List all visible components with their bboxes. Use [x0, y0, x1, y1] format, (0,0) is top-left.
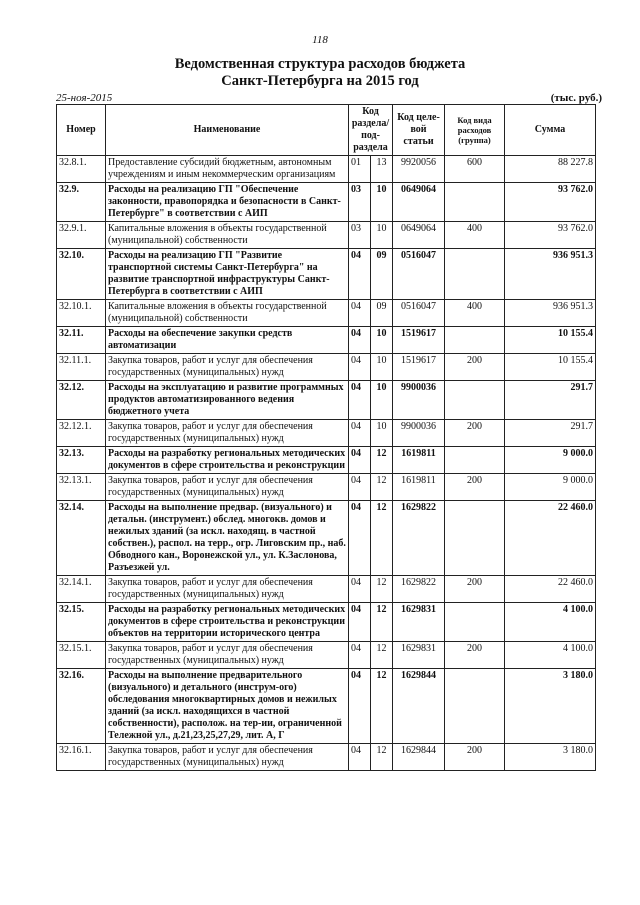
- row-subsection: 12: [371, 669, 393, 744]
- row-number: 32.11.1.: [57, 354, 106, 381]
- row-name: Закупка товаров, работ и услуг для обеспечения государственных (муниципальных) нужд: [106, 354, 349, 381]
- row-expense-type: 400: [445, 222, 505, 249]
- row-section: 04: [349, 576, 371, 603]
- row-target: 0649064: [393, 183, 445, 222]
- document-title: [0, 56, 640, 90]
- row-target: 1629844: [393, 669, 445, 744]
- table-row: [57, 420, 596, 447]
- row-subsection: 12: [371, 447, 393, 474]
- row-section: 03: [349, 222, 371, 249]
- row-number: 32.14.1.: [57, 576, 106, 603]
- row-subsection: 12: [371, 576, 393, 603]
- row-section: 04: [349, 300, 371, 327]
- row-name: Капитальные вложения в объекты государственной (муниципальной) собственности: [106, 222, 349, 249]
- row-expense-type: 200: [445, 420, 505, 447]
- row-amount: 22 460.0: [505, 576, 596, 603]
- row-section: 04: [349, 603, 371, 642]
- row-target: 9920056: [393, 156, 445, 183]
- row-number: 32.13.1.: [57, 474, 106, 501]
- row-name: Расходы на разработку региональных методических документов в сфере строительства и реконструкции объектов на территории исторического центра: [106, 603, 349, 642]
- row-target: 0516047: [393, 300, 445, 327]
- row-target: 0649064: [393, 222, 445, 249]
- row-amount: 9 000.0: [505, 474, 596, 501]
- table-header-row: [57, 105, 596, 156]
- row-expense-type: 200: [445, 354, 505, 381]
- row-section: 04: [349, 249, 371, 300]
- row-amount: 9 000.0: [505, 447, 596, 474]
- row-target: 1619811: [393, 474, 445, 501]
- row-number: 32.12.: [57, 381, 106, 420]
- row-amount: 4 100.0: [505, 642, 596, 669]
- table-row: [57, 447, 596, 474]
- row-expense-type: [445, 447, 505, 474]
- row-amount: 93 762.0: [505, 222, 596, 249]
- row-section: 01: [349, 156, 371, 183]
- row-expense-type: 200: [445, 576, 505, 603]
- row-name: Расходы на реализацию ГП "Развитие транспортной системы Санкт-Петербурга" на развитие транспортной инфраструктуры Санкт-Петербурга в соответствии с АИП: [106, 249, 349, 300]
- row-name: Закупка товаров, работ и услуг для обеспечения государственных (муниципальных) нужд: [106, 642, 349, 669]
- row-target: 9900036: [393, 420, 445, 447]
- table-row: [57, 354, 596, 381]
- row-section: 04: [349, 381, 371, 420]
- row-number: 32.16.: [57, 669, 106, 744]
- row-amount: 22 460.0: [505, 501, 596, 576]
- table-row: [57, 156, 596, 183]
- header-expense-type: Код вида расходов (группа): [445, 105, 505, 156]
- row-amount: 3 180.0: [505, 669, 596, 744]
- row-target: 1629831: [393, 603, 445, 642]
- row-target: 1519617: [393, 327, 445, 354]
- row-number: 32.11.: [57, 327, 106, 354]
- row-number: 32.8.1.: [57, 156, 106, 183]
- row-name: Закупка товаров, работ и услуг для обеспечения государственных (муниципальных) нужд: [106, 420, 349, 447]
- row-name: Предоставление субсидий бюджетным, автономным учреждениям и иным некоммерческим организациям: [106, 156, 349, 183]
- row-section: 04: [349, 327, 371, 354]
- table-row: [57, 474, 596, 501]
- row-expense-type: 200: [445, 474, 505, 501]
- row-expense-type: [445, 327, 505, 354]
- table-row: [57, 669, 596, 744]
- row-subsection: 12: [371, 642, 393, 669]
- row-number: 32.9.: [57, 183, 106, 222]
- row-amount: 936 951.3: [505, 249, 596, 300]
- row-section: 04: [349, 669, 371, 744]
- row-expense-type: [445, 183, 505, 222]
- row-amount: 93 762.0: [505, 183, 596, 222]
- table-row: [57, 501, 596, 576]
- row-target: 9900036: [393, 381, 445, 420]
- row-subsection: 10: [371, 222, 393, 249]
- row-section: 03: [349, 183, 371, 222]
- table-row: [57, 744, 596, 771]
- row-name: Капитальные вложения в объекты государственной (муниципальной) собственности: [106, 300, 349, 327]
- row-amount: 10 155.4: [505, 354, 596, 381]
- row-name: Расходы на разработку региональных методических документов в сфере строительства и реконструкции: [106, 447, 349, 474]
- row-amount: 291.7: [505, 381, 596, 420]
- row-expense-type: 200: [445, 744, 505, 771]
- table-row: [57, 381, 596, 420]
- header-amount: Сумма: [505, 105, 596, 156]
- row-section: 04: [349, 420, 371, 447]
- row-subsection: 12: [371, 603, 393, 642]
- title-line-1: Ведомственная структура расходов бюджета: [174, 56, 466, 72]
- units-label: (тыс. руб.): [550, 92, 602, 104]
- row-name: Закупка товаров, работ и услуг для обеспечения государственных (муниципальных) нужд: [106, 744, 349, 771]
- row-amount: 936 951.3: [505, 300, 596, 327]
- row-number: 32.15.1.: [57, 642, 106, 669]
- row-amount: 3 180.0: [505, 744, 596, 771]
- page-number: 118: [312, 34, 328, 46]
- table-row: [57, 183, 596, 222]
- row-expense-type: [445, 249, 505, 300]
- row-amount: 291.7: [505, 420, 596, 447]
- row-subsection: 12: [371, 501, 393, 576]
- row-section: 04: [349, 354, 371, 381]
- row-section: 04: [349, 447, 371, 474]
- row-target: 1519617: [393, 354, 445, 381]
- row-section: 04: [349, 474, 371, 501]
- row-expense-type: [445, 381, 505, 420]
- row-subsection: 13: [371, 156, 393, 183]
- row-number: 32.15.: [57, 603, 106, 642]
- row-expense-type: 400: [445, 300, 505, 327]
- row-amount: 10 155.4: [505, 327, 596, 354]
- table-row: [57, 249, 596, 300]
- row-target: 1629831: [393, 642, 445, 669]
- table-row: [57, 300, 596, 327]
- row-expense-type: [445, 501, 505, 576]
- row-target: 0516047: [393, 249, 445, 300]
- row-name: Расходы на обеспечение закупки средств автоматизации: [106, 327, 349, 354]
- table-row: [57, 576, 596, 603]
- row-number: 32.9.1.: [57, 222, 106, 249]
- row-target: 1629822: [393, 501, 445, 576]
- row-target: 1629844: [393, 744, 445, 771]
- budget-table: [56, 104, 596, 771]
- table-row: [57, 642, 596, 669]
- row-subsection: 10: [371, 381, 393, 420]
- row-subsection: 10: [371, 327, 393, 354]
- row-expense-type: [445, 669, 505, 744]
- row-name: Расходы на эксплуатацию и развитие программных продуктов автоматизированного ведения бюджетного учета: [106, 381, 349, 420]
- header-section: Код раздела/ под-раздела: [349, 105, 393, 156]
- document-date: 25-ноя-2015: [56, 92, 113, 104]
- row-section: 04: [349, 642, 371, 669]
- row-target: 1629822: [393, 576, 445, 603]
- header-target: Код целе-вой статьи: [393, 105, 445, 156]
- table-row: [57, 603, 596, 642]
- header-name: Наименование: [106, 105, 349, 156]
- table-row: [57, 222, 596, 249]
- title-line-2: Санкт-Петербурга на 2015 год: [221, 73, 419, 89]
- row-number: 32.10.: [57, 249, 106, 300]
- row-expense-type: 600: [445, 156, 505, 183]
- row-number: 32.13.: [57, 447, 106, 474]
- row-subsection: 10: [371, 354, 393, 381]
- row-name: Закупка товаров, работ и услуг для обеспечения государственных (муниципальных) нужд: [106, 576, 349, 603]
- row-section: 04: [349, 744, 371, 771]
- row-subsection: 09: [371, 249, 393, 300]
- row-name: Расходы на реализацию ГП "Обеспечение законности, правопорядка и безопасности в Санкт-Петербурге" в соответствии с АИП: [106, 183, 349, 222]
- header-number: Номер: [57, 105, 106, 156]
- row-subsection: 10: [371, 183, 393, 222]
- row-subsection: 10: [371, 420, 393, 447]
- row-section: 04: [349, 501, 371, 576]
- row-number: 32.16.1.: [57, 744, 106, 771]
- row-target: 1619811: [393, 447, 445, 474]
- row-number: 32.12.1.: [57, 420, 106, 447]
- row-name: Расходы на выполнение предвар. (визуального) и детальн. (инструмент.) обслед. многокв. домов и нежилых зданий (за искл. находящ. в частной собствен.), распол. на терр., огр. Лиговским пр., наб. Обводного кан., Воронежской ул., ул. К.Заслонова, Разъезжей ул.: [106, 501, 349, 576]
- row-amount: 4 100.0: [505, 603, 596, 642]
- row-subsection: 09: [371, 300, 393, 327]
- row-name: Расходы на выполнение предварительного (визуального) и детального (инструм-ого) обследования многоквартирных домов и нежилых зданий (за искл. находящихся в частной собственности), располож. на тер-ии, ограниченной Тележной ул., д.21,23,25,27,29, лит. А, Г: [106, 669, 349, 744]
- row-number: 32.14.: [57, 501, 106, 576]
- row-expense-type: 200: [445, 642, 505, 669]
- row-number: 32.10.1.: [57, 300, 106, 327]
- row-expense-type: [445, 603, 505, 642]
- row-amount: 88 227.8: [505, 156, 596, 183]
- table-row: [57, 327, 596, 354]
- row-name: Закупка товаров, работ и услуг для обеспечения государственных (муниципальных) нужд: [106, 474, 349, 501]
- row-subsection: 12: [371, 474, 393, 501]
- row-subsection: 12: [371, 744, 393, 771]
